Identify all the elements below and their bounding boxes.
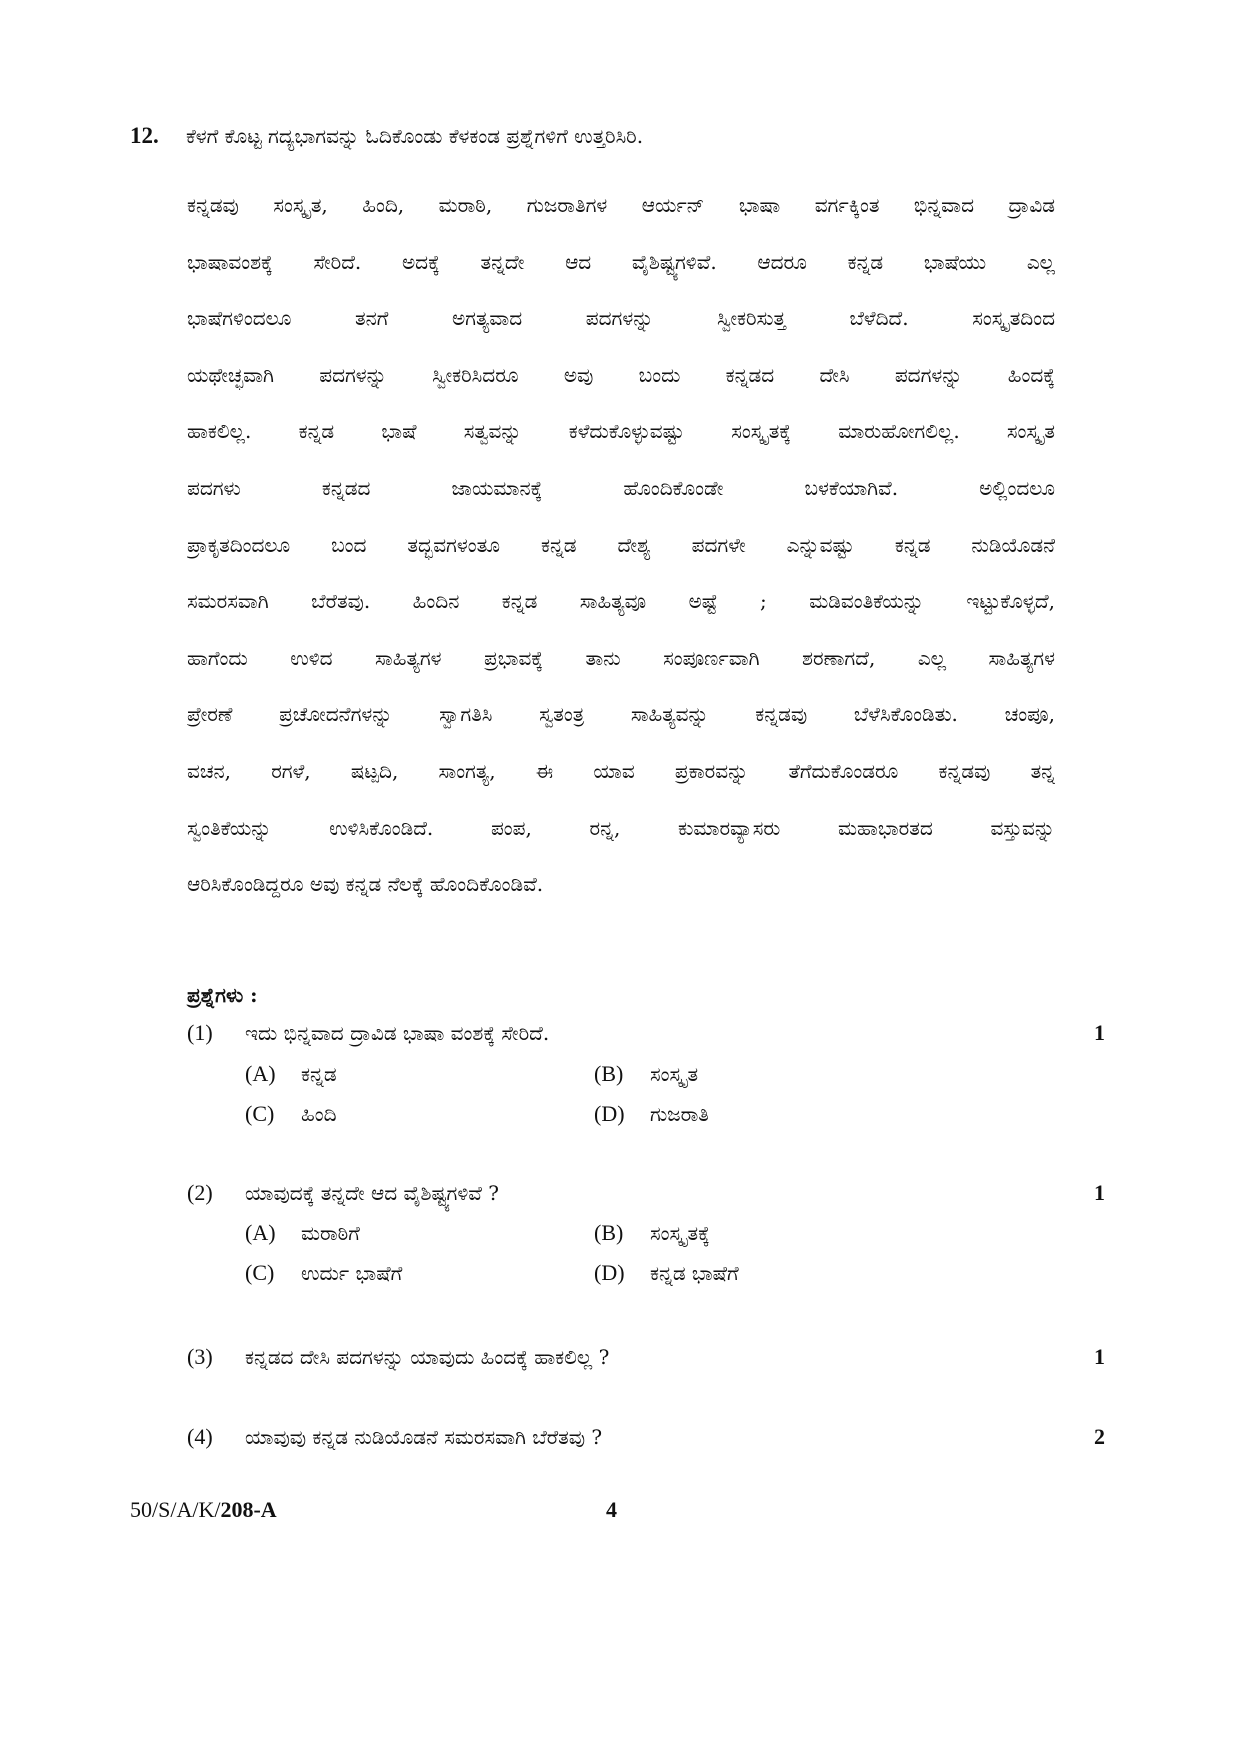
question-number: 12. xyxy=(130,123,159,148)
passage-line: ಯಥೇಚ್ಛವಾಗಿ ಪದಗಳನ್ನು ಸ್ವೀಕರಿಸಿದರೂ ಅವು ಬಂದು ಕನ್ನಡದ ದೇಸಿ ಪದಗಳನ್ನು ಹಿಂದಕ್ಕೆ xyxy=(187,362,1055,387)
passage-line: ಸಮರಸವಾಗಿ ಬೆರೆತವು. ಹಿಂದಿನ ಕನ್ನಡ ಸಾಹಿತ್ಯವೂ ಅಷ್ಟೆ ; ಮಡಿವಂತಿಕೆಯನ್ನು ಇಟ್ಟುಕೊಳ್ಳದೆ, xyxy=(187,589,1055,614)
option-a: (A) ಮರಾಠಿಗೆ xyxy=(245,1220,360,1245)
passage-line: ಹಾಕಲಿಲ್ಲ. ಕನ್ನಡ ಭಾಷೆ ಸತ್ವವನ್ನು ಕಳೆದುಕೊಳ್ಳುವಷ್ಟು ಸಂಸ್ಕೃತಕ್ಕೆ ಮಾರುಹೋಗಲಿಲ್ಲ. ಸಂಸ್ಕೃತ xyxy=(187,419,1055,444)
item-marks: 1 xyxy=(1094,1344,1105,1369)
item-marks: 1 xyxy=(1094,1020,1105,1045)
question-header xyxy=(130,123,643,149)
questions-heading: ಪ್ರಶ್ನೆಗಳು : xyxy=(187,983,258,1007)
option-d: (D) ಗುಜರಾತಿ xyxy=(594,1101,709,1126)
question-item-3 xyxy=(187,1344,1105,1370)
item-number: (4) xyxy=(187,1424,213,1449)
passage-line: ಭಾಷೆಗಳಿಂದಲೂ ತನಗೆ ಅಗತ್ಯವಾದ ಪದಗಳನ್ನು ಸ್ವೀಕರಿಸುತ್ತ ಬೆಳೆದಿದೆ. ಸಂಸ್ಕೃತದಿಂದ xyxy=(187,306,1055,331)
option-b: (B) ಸಂಸ್ಕೃತ xyxy=(594,1061,699,1086)
passage-line: ಪ್ರಾಕೃತದಿಂದಲೂ ಬಂದ ತದ್ಭವಗಳಂತೂ ಕನ್ನಡ ದೇಶ್ಯ ಪದಗಳೇ ಎನ್ನುವಷ್ಟು ಕನ್ನಡ ನುಡಿಯೊಡನೆ xyxy=(187,532,1055,557)
passage xyxy=(187,190,1055,926)
passage-line: ಸ್ವಂತಿಕೆಯನ್ನು ಉಳಿಸಿಕೊಂಡಿದೆ. ಪಂಪ, ರನ್ನ, ಕುಮಾರವ್ಯಾಸರು ಮಹಾಭಾರತದ ವಸ್ತುವನ್ನು xyxy=(187,815,1055,840)
passage-line: ಪದಗಳು ಕನ್ನಡದ ಜಾಯಮಾನಕ್ಕೆ ಹೊಂದಿಕೊಂಡೇ ಬಳಕೆಯಾಗಿವೆ. ಅಲ್ಲಿಂದಲೂ xyxy=(187,475,1055,500)
option-d: (D) ಕನ್ನಡ ಭಾಷೆಗೆ xyxy=(594,1260,739,1285)
option-c: (C) ಹಿಂದಿ xyxy=(245,1101,337,1126)
question-item-4 xyxy=(187,1424,1105,1450)
question-instruction: ಕೆಳಗೆ ಕೊಟ್ಟ ಗದ್ಯಭಾಗವನ್ನು ಓದಿಕೊಂಡು ಕೆಳಕಂಡ ಪ್ರಶ್ನೆಗಳಿಗೆ ಉತ್ತರಿಸಿರಿ. xyxy=(186,124,644,148)
passage-line: ಭಾಷಾವಂಶಕ್ಕೆ ಸೇರಿದೆ. ಅದಕ್ಕೆ ತನ್ನದೇ ಆದ ವೈಶಿಷ್ಟ್ಯಗಳಿವೆ. ಆದರೂ ಕನ್ನಡ ಭಾಷೆಯು ಎಲ್ಲ xyxy=(187,249,1055,274)
passage-line: ಹಾಗೆಂದು ಉಳಿದ ಸಾಹಿತ್ಯಗಳ ಪ್ರಭಾವಕ್ಕೆ ತಾನು ಸಂಪೂರ್ಣವಾಗಿ ಶರಣಾಗದೆ, ಎಲ್ಲ ಸಾಹಿತ್ಯಗಳ xyxy=(187,645,1055,670)
item-marks: 1 xyxy=(1094,1180,1105,1205)
item-number: (2) xyxy=(187,1180,213,1205)
passage-line: ಕನ್ನಡವು ಸಂಸ್ಕೃತ, ಹಿಂದಿ, ಮರಾಠಿ, ಗುಜರಾತಿಗಳ ಆರ್ಯನ್ ಭಾಷಾ ವರ್ಗಕ್ಕಿಂತ ಭಿನ್ನವಾದ ದ್ರಾವಿಡ xyxy=(187,193,1055,217)
item-number: (1) xyxy=(187,1020,213,1045)
item-text: ಯಾವುವು ಕನ್ನಡ ನುಡಿಯೊಡನೆ ಸಮರಸವಾಗಿ ಬೆರೆತವು ? xyxy=(245,1425,603,1449)
passage-line: ವಚನ, ರಗಳೆ, ಷಟ್ಪದಿ, ಸಾಂಗತ್ಯ, ಈ ಯಾವ ಪ್ರಕಾರವನ್ನು ತೆಗೆದುಕೊಂಡರೂ ಕನ್ನಡವು ತನ್ನ xyxy=(187,758,1055,783)
item-text: ಕನ್ನಡದ ದೇಸಿ ಪದಗಳನ್ನು ಯಾವುದು ಹಿಂದಕ್ಕೆ ಹಾಕಲಿಲ್ಲ ? xyxy=(245,1345,610,1369)
item-marks: 2 xyxy=(1094,1424,1105,1449)
item-number: (3) xyxy=(187,1344,213,1369)
option-b: (B) ಸಂಸ್ಕೃತಕ್ಕೆ xyxy=(594,1220,710,1245)
question-item-1 xyxy=(187,1020,1105,1046)
item-text: ಯಾವುದಕ್ಕೆ ತನ್ನದೇ ಆದ ವೈಶಿಷ್ಟ್ಯಗಳಿವೆ ? xyxy=(245,1181,499,1205)
question-item-2 xyxy=(187,1180,1105,1206)
passage-line: ಆರಿಸಿಕೊಂಡಿದ್ದರೂ ಅವು ಕನ್ನಡ ನೆಲಕ್ಕೆ ಹೊಂದಿಕೊಂಡಿವೆ. xyxy=(187,872,544,897)
option-c: (C) ಉರ್ದು ಭಾಷೆಗೆ xyxy=(245,1260,403,1285)
page-number: 4 xyxy=(606,1497,617,1522)
option-a: (A) ಕನ್ನಡ xyxy=(245,1061,337,1086)
passage-line: ಪ್ರೇರಣೆ ಪ್ರಚೋದನೆಗಳನ್ನು ಸ್ವಾಗತಿಸಿ ಸ್ವತಂತ್ರ ಸಾಹಿತ್ಯವನ್ನು ಕನ್ನಡವು ಬೆಳೆಸಿಕೊಂಡಿತು. ಚಂಪೂ, xyxy=(187,702,1055,727)
paper-code: 50/S/A/K/208-A xyxy=(130,1497,277,1522)
item-text: ಇದು ಭಿನ್ನವಾದ ದ್ರಾವಿಡ ಭಾಷಾ ವಂಶಕ್ಕೆ ಸೇರಿದೆ. xyxy=(245,1021,550,1045)
